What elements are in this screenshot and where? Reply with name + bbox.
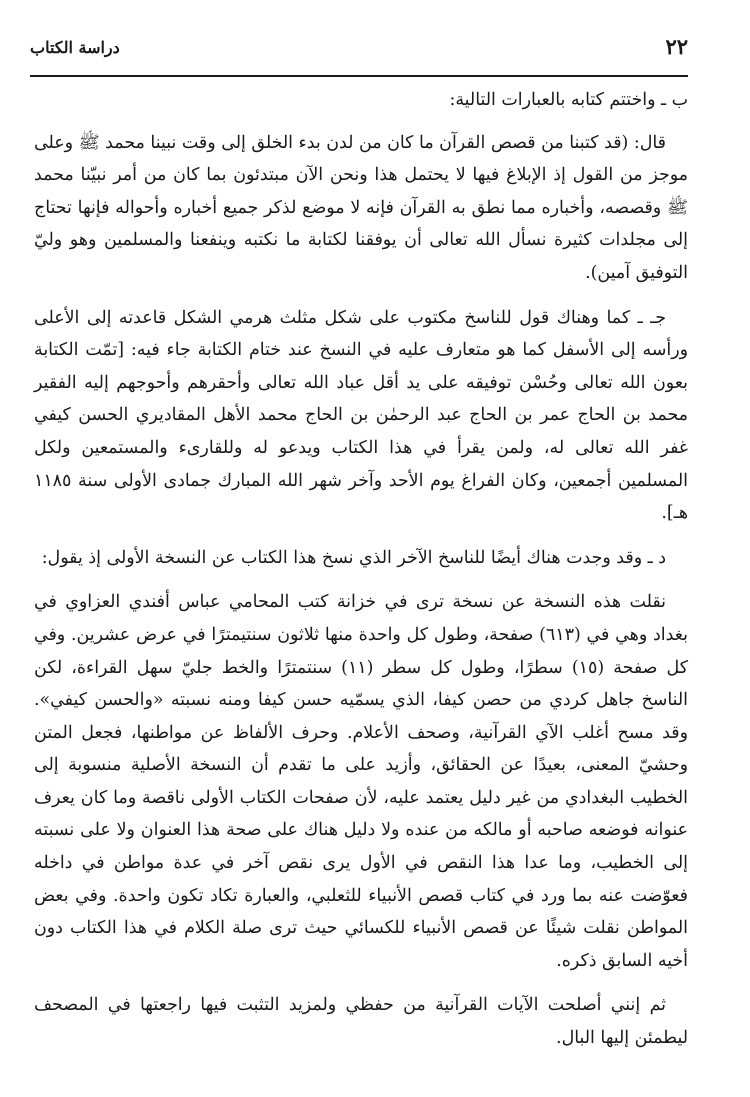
running-title: دراسة الكتاب — [30, 38, 120, 57]
header-divider — [30, 75, 688, 77]
copyist-note-paragraph: نقلت هذه النسخة عن نسخة ترى في خزانة كتب المحامي عباس أفندي العزاوي في بغداد وهي في (٦١٣) صفحة، وطول كل واحدة منها ثلاثون سنتيمترًا في عرض عشرين. وفي كل صفحة (١٥) سطرًا، وطول كل سطر (١١) سنتمترًا والخط جليّ سهل القراءة، لكن الناسخ جاهل كردي من حصن كيفا، الذي يسمّيه حسن كيفا ومنه نسبته «والحسن كيفي». وقد مسح أغلب الآي القرآنية، وصحف الأعلام. وحرف الألفاظ عن مواطنها، فجعل المتن وحشيّ المعنى، بعيدًا عن الحقائق، وأزيد على ما تقدم أن النسخة الأصلية منسوبة إلى الخطيب البغدادي من غير دليل يعتمد عليه، لأن صفحات الكتاب الأولى ناقصة وما كان يعرف عنوانه فوضعه صاحبه أو مالكه من عنده ولا دليل هناك على صحة هذا العنوان ولا على نسبته إلى الخطيب، وما عدا هذا النقص في الأول يرى نقص آخر في عدة مواطن في داخله فعوّضت عنه بما ورد في كتاب قصص الأنبياء للثعلبي، والعبارة تكاد تكون واحدة. وفي بعض المواطن نقلت شيئًا عن قصص الأنبياء للكسائي حيث ترى صلة الكلام في هذا الكتاب دون أخيه السابق ذكره. — [34, 592, 689, 971]
page-header — [30, 30, 688, 70]
paragraph-jeem: جـ ـ كما وهناك قول للناسخ مكتوب على شكل مثلث هرمي الشكل قاعدته إلى الأعلى ورأسه إلى الأسفل كما هو متعارف عليه في النسخ عند ختام الكتابة جاء فيه: [تمّت الكتابة بعون الله تعالى وحُسْن توفيقه على يد أقل عباد الله تعالى وأحقرهم وأحوجهم إليه الفقير محمد بن الحاج عمر بن الحاج عبد الرحمٰن بن الحاج محمد الأهل المقاديري الحسن كيفي غفر الله تعالى له، ولمن يقرأ في هذا الكتاب ويدعو له وللقارىء والمستمعين ولكل المسلمين أجمعين، وكان الفراغ يوم الأحد وآخر شهر الله المبارك جمادى الأولى سنة ١١٨٥ هـ]. — [34, 307, 688, 524]
body-text — [34, 84, 688, 1067]
quote-paragraph: قال: (قد كتبنا من قصص القرآن ما كان من لدن بدء الخلق إلى وقت نبينا محمد ﷺ وعلى موجز من القول إذ الإبلاغ فيها لا يحتمل هذا ونحن الآن مبتدئون بما كان من أمر نبيّنا محمد ﷺ وقصصه، وأخباره مما نطق به القرآن فإنه لا موضع لذكر جميع أخباره وأحواله فإنها تحتاج إلى مجلدات كثيرة نسأل الله تعالى أن يوفقنا لكتابة ما نكتبه وينفعنا والمسلمين وهو وليّ التوفيق آمين). — [34, 132, 688, 283]
closing-paragraph: ثم إنني أصلحت الآيات القرآنية من حفظي ولمزيد التثبت فيها راجعتها في المصحف ليطمئن إليها البال. — [34, 995, 688, 1049]
paragraph-b: ب ـ واختتم كتابه بالعبارات التالية: — [449, 90, 688, 110]
page-number: ٢٢ — [665, 34, 688, 59]
paragraph-dal: د ـ وقد وجدت هناك أيضًا للناسخ الآخر الذي نسخ هذا الكتاب عن النسخة الأولى إذ يقول: — [41, 547, 666, 568]
